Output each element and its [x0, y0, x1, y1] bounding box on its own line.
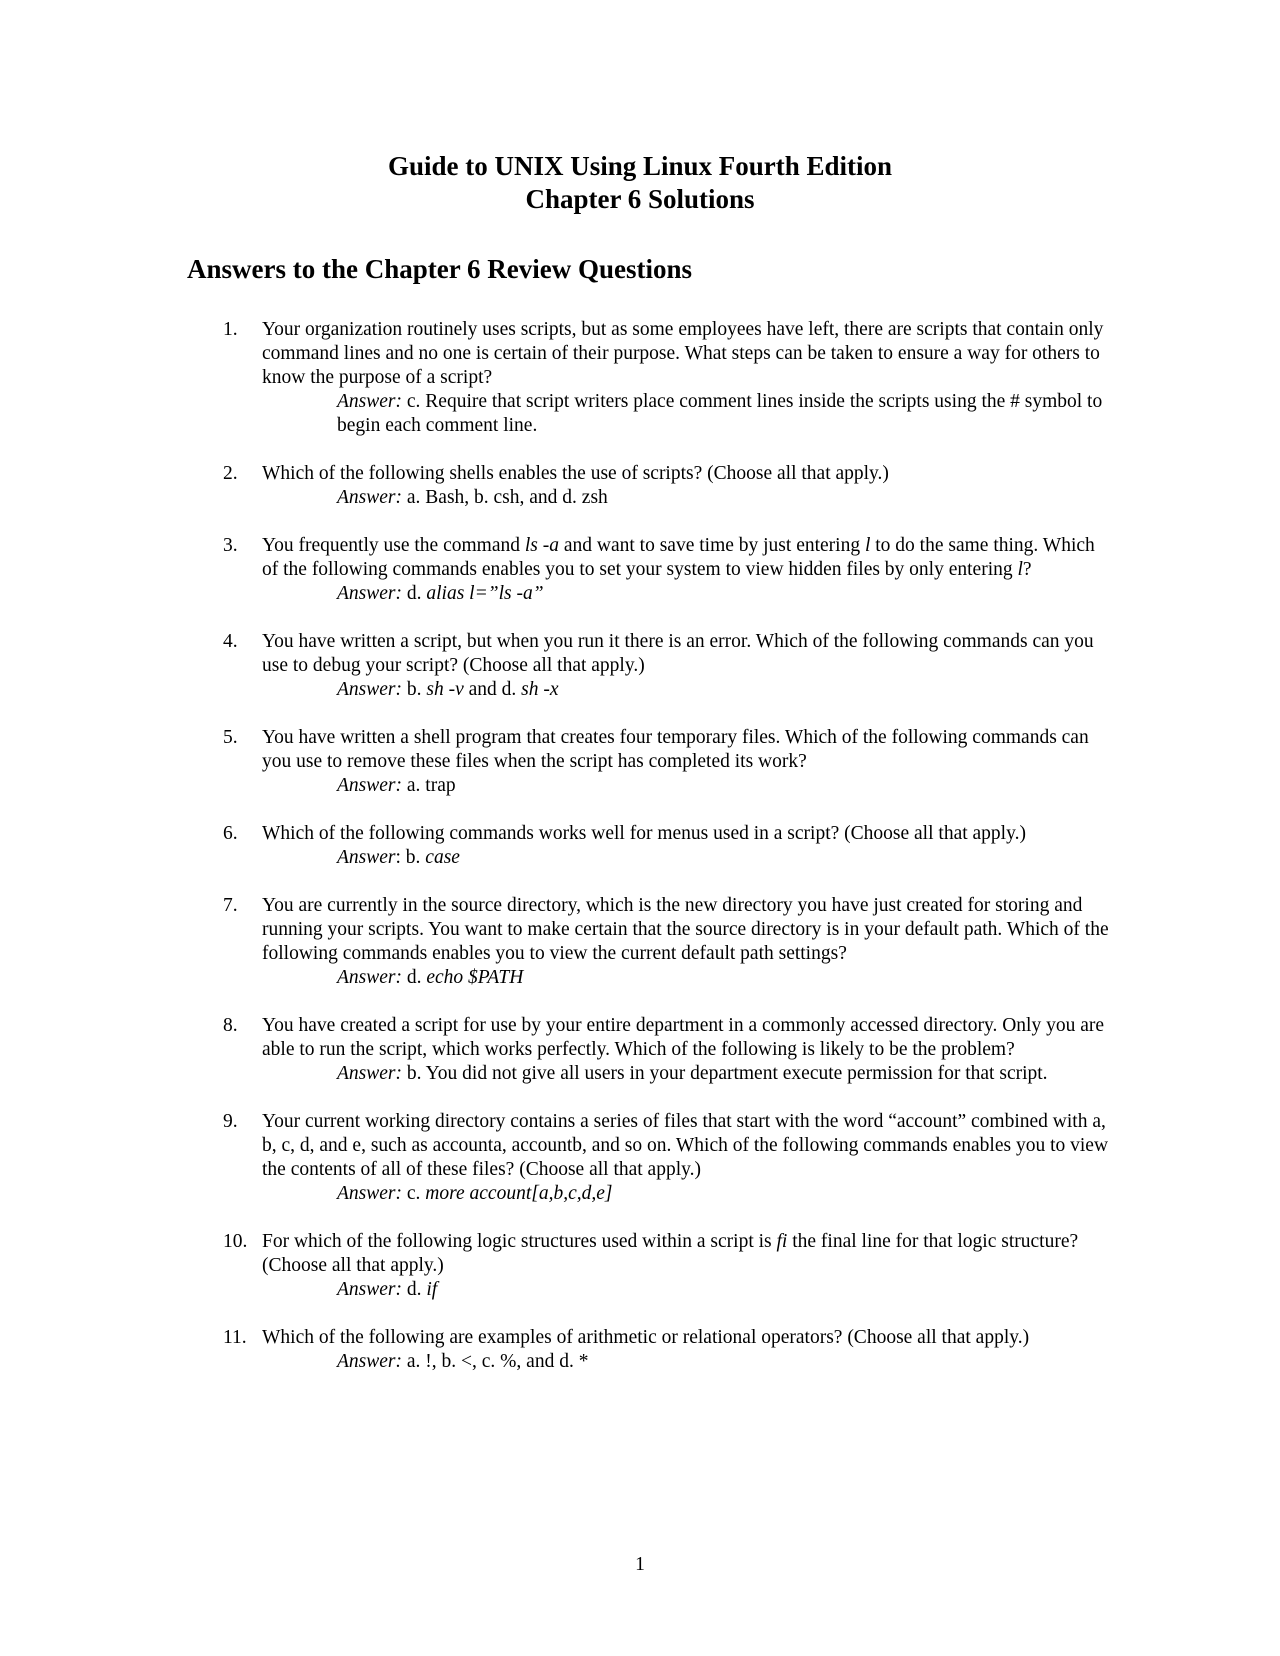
- command-text: l: [864, 535, 871, 556]
- answer-label: Answer:: [337, 583, 402, 604]
- question-text-part: the final line for that logic structure? (Choose all that apply.): [262, 1231, 1079, 1276]
- question-number: 3.: [223, 535, 238, 556]
- answer-line: [262, 966, 1110, 990]
- answer-line: [262, 1350, 1110, 1374]
- question-text: You have created a script for use by your entire department in a commonly accessed directory. Only you are able to run the script, which works perfectly. Which of the following is likely to be the problem?: [262, 1015, 1105, 1060]
- question-number: 7.: [223, 895, 238, 916]
- question-text-part: You frequently use the command: [262, 535, 525, 556]
- page-number: 1: [635, 1554, 645, 1575]
- title-line-2: Chapter 6 Solutions: [525, 184, 755, 214]
- question-number: 5.: [223, 727, 238, 748]
- command-text: sh -v: [426, 679, 464, 700]
- command-text: echo $PATH: [426, 967, 524, 988]
- answer-text: d.: [402, 1279, 427, 1300]
- answer-text: a. trap: [402, 775, 456, 796]
- answer-text: a. Bash, b. csh, and d. zsh: [402, 487, 608, 508]
- command-text: if: [426, 1279, 438, 1300]
- question-number: 8.: [223, 1015, 238, 1036]
- question-text-part: For which of the following logic structures used within a script is: [262, 1231, 777, 1252]
- answer-label: Answer:: [337, 679, 402, 700]
- command-text: sh -x: [521, 679, 559, 700]
- question-text-part: to do the same thing. Which of the following commands enables you to set your system to view hidden files by only entering: [262, 535, 1095, 580]
- question-number: 1.: [223, 319, 238, 340]
- answer-line: [262, 1182, 1110, 1206]
- command-text: alias l=”ls -a”: [426, 583, 544, 604]
- question-text: [262, 534, 1110, 582]
- answer-label: Answer:: [337, 487, 402, 508]
- answer-text: a. !, b. <, c. %, and d. *: [402, 1351, 589, 1372]
- answer-label: Answer:: [337, 775, 402, 796]
- answer-line: [262, 486, 1110, 510]
- question-number: 9.: [223, 1111, 238, 1132]
- command-text: ls -a: [524, 535, 559, 556]
- answer-text: b. You did not give all users in your department execute permission for that script.: [402, 1063, 1048, 1084]
- question-item: [0, 822, 1280, 870]
- title-line-1: Guide to UNIX Using Linux Fourth Edition: [387, 151, 893, 181]
- question-list: [0, 318, 1280, 1398]
- question-text: [262, 1230, 1110, 1278]
- question-item: [0, 318, 1280, 438]
- question-text: Which of the following commands works well for menus used in a script? (Choose all that apply.): [262, 823, 1026, 844]
- answer-label: Answer:: [337, 1279, 402, 1300]
- command-text: l: [1017, 559, 1023, 580]
- answer-text: b.: [402, 679, 427, 700]
- question-item: [0, 1326, 1280, 1374]
- question-number: 6.: [223, 823, 238, 844]
- answer-line: [262, 1062, 1110, 1086]
- answer-label: Answer:: [337, 391, 402, 412]
- answer-label: Answer:: [337, 967, 402, 988]
- answer-line: [262, 390, 1110, 438]
- command-text: more account[a,b,c,d,e]: [425, 1183, 613, 1204]
- question-text: Which of the following shells enables the use of scripts? (Choose all that apply.): [262, 463, 889, 484]
- question-item: [0, 462, 1280, 510]
- answer-text: and d.: [463, 679, 522, 700]
- answer-line: [262, 582, 1110, 606]
- command-text: case: [425, 847, 460, 868]
- question-number: 2.: [223, 463, 238, 484]
- question-text: You are currently in the source directory, which is the new directory you have just created for storing and running your scripts. You want to make certain that the source directory is in your default path. Which of the following commands enables you to view the current default path settings?: [262, 895, 1109, 964]
- question-item: [0, 630, 1280, 702]
- answer-label: Answer: [337, 847, 396, 868]
- question-text-part: and want to save time by just entering: [558, 535, 865, 556]
- answer-line: [262, 774, 1110, 798]
- answer-label: Answer:: [337, 1351, 402, 1372]
- question-number: 11.: [223, 1327, 247, 1348]
- answer-line: [262, 846, 1110, 870]
- question-text: Your current working directory contains a series of files that start with the word “account” combined with a, b, c, d, and e, such as accounta, accountb, and so on. Which of the following commands enables you to view the contents of all of these files? (Choose all that apply.): [262, 1111, 1109, 1180]
- question-item: [0, 534, 1280, 606]
- question-item: [0, 1014, 1280, 1086]
- command-text: fi: [776, 1231, 788, 1252]
- answer-text: c.: [402, 1183, 426, 1204]
- question-item: [0, 726, 1280, 798]
- answer-text: d.: [402, 967, 427, 988]
- question-text: Which of the following are examples of arithmetic or relational operators? (Choose all that apply.): [262, 1327, 1030, 1348]
- section-heading: Answers to the Chapter 6 Review Questions: [187, 254, 692, 284]
- question-item: [0, 894, 1280, 990]
- answer-label: Answer:: [337, 1063, 402, 1084]
- question-text: You have written a script, but when you run it there is an error. Which of the following commands can you use to debug your script? (Choose all that apply.): [262, 631, 1094, 676]
- answer-text: d.: [402, 583, 427, 604]
- question-item: [0, 1230, 1280, 1302]
- answer-text: c. Require that script writers place comment lines inside the scripts using the # symbol to begin each comment line.: [337, 391, 1103, 436]
- answer-line: [262, 1278, 1110, 1302]
- answer-line: [262, 678, 1110, 702]
- question-number: 10.: [223, 1231, 248, 1252]
- answer-text: : b.: [395, 847, 426, 868]
- question-text-part: ?: [1022, 559, 1032, 580]
- question-text: You have written a shell program that creates four temporary files. Which of the following commands can you use to remove these files when the script has completed its work?: [262, 727, 1089, 772]
- question-number: 4.: [223, 631, 238, 652]
- question-text: Your organization routinely uses scripts, but as some employees have left, there are scripts that contain only command lines and no one is certain of their purpose. What steps can be taken to ensure a way for others to know the purpose of a script?: [262, 319, 1104, 388]
- answer-label: Answer:: [337, 1183, 402, 1204]
- document-title: [0, 150, 1280, 216]
- question-item: [0, 1110, 1280, 1206]
